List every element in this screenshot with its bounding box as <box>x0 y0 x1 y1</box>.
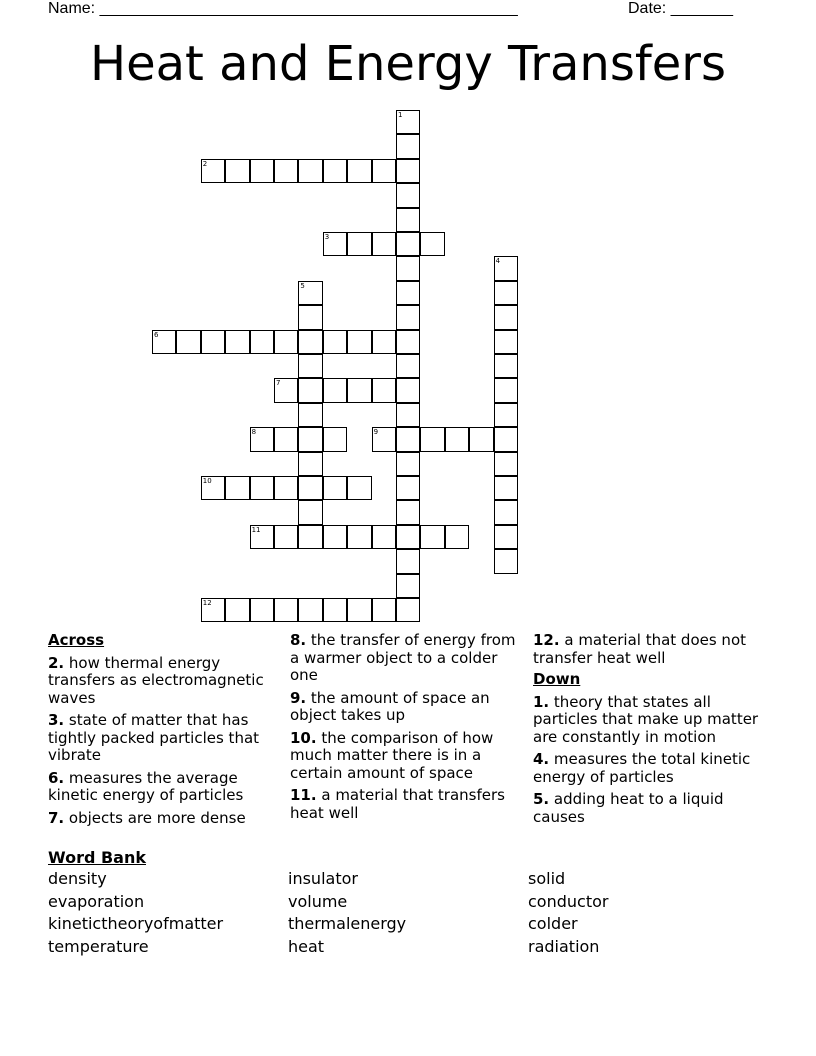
clues-column-1 <box>48 630 278 827</box>
word-bank-item: volume <box>288 891 348 911</box>
crossword-cell[interactable] <box>494 256 518 280</box>
crossword-cell[interactable] <box>494 403 518 427</box>
crossword-cell[interactable] <box>396 549 420 573</box>
page-title: Heat and Energy Transfers <box>90 36 726 92</box>
crossword-cell[interactable] <box>396 159 420 183</box>
clue-down-4 <box>533 751 763 786</box>
clue-text: a material that does not transfer heat well <box>533 631 746 667</box>
crossword-cell[interactable] <box>274 159 298 183</box>
cell-number: 8 <box>251 428 257 437</box>
word-bank-column <box>48 868 223 958</box>
crossword-cell[interactable] <box>298 281 322 305</box>
word-bank-item: radiation <box>528 936 600 956</box>
word-bank-item: evaporation <box>48 891 145 911</box>
crossword-cell[interactable] <box>396 354 420 378</box>
crossword-cell[interactable] <box>347 525 371 549</box>
cell-number: 9 <box>373 428 379 437</box>
crossword-cell[interactable] <box>494 354 518 378</box>
crossword-cell[interactable] <box>298 452 322 476</box>
crossword-cell[interactable] <box>201 476 225 500</box>
crossword-cell[interactable] <box>298 427 322 451</box>
crossword-cell[interactable] <box>396 256 420 280</box>
crossword-cell[interactable] <box>396 183 420 207</box>
cell-number: 1 <box>398 111 403 119</box>
crossword-cell[interactable] <box>372 232 396 256</box>
crossword-cell[interactable] <box>396 403 420 427</box>
across-heading: Across <box>48 631 105 649</box>
crossword-cell[interactable] <box>274 378 298 402</box>
clue-across-12 <box>533 632 763 667</box>
crossword-cell[interactable] <box>396 110 420 134</box>
crossword-cell[interactable] <box>323 427 347 451</box>
crossword-cell[interactable] <box>396 525 420 549</box>
crossword-cell[interactable] <box>445 427 469 451</box>
crossword-cell[interactable] <box>494 305 518 329</box>
clue-number: 9. <box>290 688 307 707</box>
crossword-cell[interactable] <box>250 525 274 549</box>
cell-number: 11 <box>251 525 261 534</box>
crossword-cell[interactable] <box>298 525 322 549</box>
crossword-cell[interactable] <box>323 232 347 256</box>
crossword-cell[interactable] <box>396 452 420 476</box>
cell-number: 6 <box>154 330 159 339</box>
clue-text: the amount of space an object takes up <box>290 688 490 724</box>
crossword-cell[interactable] <box>372 330 396 354</box>
crossword-cell[interactable] <box>494 427 518 451</box>
clue-text: how thermal energy transfers as electromagnetic waves <box>48 653 264 707</box>
clue-number: 10. <box>290 728 317 747</box>
crossword-cell[interactable] <box>201 330 225 354</box>
cell-number: 3 <box>324 233 330 241</box>
crossword-cell[interactable] <box>298 330 322 354</box>
crossword-cell[interactable] <box>298 476 322 500</box>
crossword-cell[interactable] <box>323 525 347 549</box>
crossword-cell[interactable] <box>347 330 371 354</box>
clues-column-2 <box>290 630 520 822</box>
crossword-cell[interactable] <box>396 500 420 524</box>
cell-number: 7 <box>276 379 281 388</box>
clue-text: objects are more dense <box>68 808 246 827</box>
word-bank-item: density <box>48 869 107 888</box>
crossword-cell[interactable] <box>372 378 396 402</box>
clue-across-3 <box>48 712 278 765</box>
clue-across-6 <box>48 770 278 805</box>
clue-number: 7. <box>48 808 65 827</box>
crossword-cell[interactable] <box>298 354 322 378</box>
clue-text: a material that transfers heat well <box>290 786 505 822</box>
word-bank-heading: Word Bank <box>48 848 147 867</box>
word-bank-item: heat <box>288 936 325 956</box>
crossword-cell[interactable] <box>250 598 274 622</box>
clues-column-3 <box>533 630 763 826</box>
word-bank-item: thermalenergy <box>288 914 407 933</box>
crossword-cell[interactable] <box>420 232 444 256</box>
crossword-cell[interactable] <box>396 378 420 402</box>
cell-number: 4 <box>495 257 501 266</box>
clue-text: theory that states all particles that make up matter are constantly in motion <box>533 692 759 746</box>
word-bank-item: insulator <box>288 869 358 888</box>
crossword-cell[interactable] <box>250 427 274 451</box>
crossword-cell[interactable] <box>396 208 420 232</box>
clue-across-7 <box>48 810 278 828</box>
crossword-cell[interactable] <box>396 305 420 329</box>
crossword-cell[interactable] <box>494 476 518 500</box>
clue-across-8 <box>290 632 520 685</box>
crossword-cell[interactable] <box>494 378 518 402</box>
crossword-cell[interactable] <box>152 330 176 354</box>
crossword-cell[interactable] <box>372 598 396 622</box>
word-bank-item: colder <box>528 914 578 933</box>
clue-across-11 <box>290 787 520 822</box>
crossword-cell[interactable] <box>323 330 347 354</box>
crossword-cell[interactable] <box>176 330 200 354</box>
crossword-cell[interactable] <box>420 427 444 451</box>
crossword-cell[interactable] <box>250 330 274 354</box>
crossword-cell[interactable] <box>347 159 371 183</box>
crossword-cell[interactable] <box>445 525 469 549</box>
crossword-cell[interactable] <box>494 330 518 354</box>
crossword-cell[interactable] <box>274 598 298 622</box>
crossword-cell[interactable] <box>347 598 371 622</box>
crossword-cell[interactable] <box>372 427 396 451</box>
crossword-cell[interactable] <box>274 427 298 451</box>
crossword-cell[interactable] <box>298 403 322 427</box>
name-line: Name: _______________________________________________ <box>48 0 518 17</box>
crossword-cell[interactable] <box>396 427 420 451</box>
clue-number: 1. <box>533 692 550 711</box>
crossword-cell[interactable] <box>396 574 420 598</box>
crossword-cell[interactable] <box>323 598 347 622</box>
crossword-cell[interactable] <box>347 378 371 402</box>
crossword-cell[interactable] <box>494 281 518 305</box>
crossword-cell[interactable] <box>396 476 420 500</box>
clue-text: the comparison of how much matter there is in a certain amount of space <box>290 728 494 782</box>
cell-number: 2 <box>202 159 208 168</box>
clue-text: adding heat to a liquid causes <box>533 790 724 826</box>
clue-down-1 <box>533 694 763 747</box>
crossword-cell[interactable] <box>298 500 322 524</box>
crossword-cell[interactable] <box>469 427 493 451</box>
crossword-cell[interactable] <box>298 159 322 183</box>
crossword-cell[interactable] <box>494 452 518 476</box>
clue-across-9 <box>290 690 520 725</box>
crossword-cell[interactable] <box>372 525 396 549</box>
crossword-cell[interactable] <box>396 232 420 256</box>
cell-number: 5 <box>300 281 305 290</box>
clue-number: 5. <box>533 790 550 808</box>
crossword-cell[interactable] <box>494 500 518 524</box>
crossword-cell[interactable] <box>250 159 274 183</box>
down-heading: Down <box>533 670 581 688</box>
clue-down-5 <box>533 791 763 826</box>
crossword-cell[interactable] <box>396 281 420 305</box>
crossword-cell[interactable] <box>201 598 225 622</box>
crossword-cell[interactable] <box>396 598 420 622</box>
word-bank-column <box>528 868 608 958</box>
crossword-cell[interactable] <box>372 159 396 183</box>
word-bank-item: solid <box>528 869 566 888</box>
clue-number: 3. <box>48 711 65 729</box>
crossword-cell[interactable] <box>494 525 518 549</box>
crossword-cell[interactable] <box>396 134 420 158</box>
word-bank-item: temperature <box>48 936 149 956</box>
clue-number: 11. <box>290 786 317 804</box>
clue-number: 2. <box>48 653 65 672</box>
crossword-cell[interactable] <box>323 476 347 500</box>
clue-text: measures the average kinetic energy of particles <box>48 768 244 804</box>
crossword-cell[interactable] <box>347 232 371 256</box>
crossword-cell[interactable] <box>396 330 420 354</box>
crossword-cell[interactable] <box>274 476 298 500</box>
cell-number: 10 <box>202 477 212 485</box>
word-bank-column <box>288 868 406 958</box>
clue-number: 8. <box>290 631 307 649</box>
clue-text: the transfer of energy from a warmer object to a colder one <box>290 631 516 684</box>
crossword-cell[interactable] <box>298 598 322 622</box>
date-line: Date: _______ <box>628 0 733 17</box>
crossword-cell[interactable] <box>298 378 322 402</box>
crossword-cell[interactable] <box>347 476 371 500</box>
crossword-cell[interactable] <box>225 476 249 500</box>
crossword-cell[interactable] <box>323 159 347 183</box>
crossword-cell[interactable] <box>250 476 274 500</box>
clue-text: state of matter that has tightly packed particles that vibrate <box>48 711 260 764</box>
crossword-cell[interactable] <box>494 549 518 573</box>
crossword-cell[interactable] <box>225 159 249 183</box>
word-bank-item: conductor <box>528 891 609 911</box>
crossword-cell[interactable] <box>225 598 249 622</box>
crossword-cell[interactable] <box>274 525 298 549</box>
crossword-cell[interactable] <box>274 330 298 354</box>
crossword-cell[interactable] <box>225 330 249 354</box>
clue-number: 6. <box>48 768 65 787</box>
crossword-cell[interactable] <box>323 378 347 402</box>
cell-number: 12 <box>202 599 212 607</box>
crossword-cell[interactable] <box>201 159 225 183</box>
word-bank-item: kinetictheoryofmatter <box>48 914 224 933</box>
clue-number: 4. <box>533 750 550 768</box>
clue-across-2 <box>48 655 278 708</box>
clue-number: 12. <box>533 631 560 649</box>
clue-text: measures the total kinetic energy of particles <box>533 750 751 786</box>
crossword-cell[interactable] <box>420 525 444 549</box>
clue-across-10 <box>290 730 520 783</box>
crossword-cell[interactable] <box>298 305 322 329</box>
